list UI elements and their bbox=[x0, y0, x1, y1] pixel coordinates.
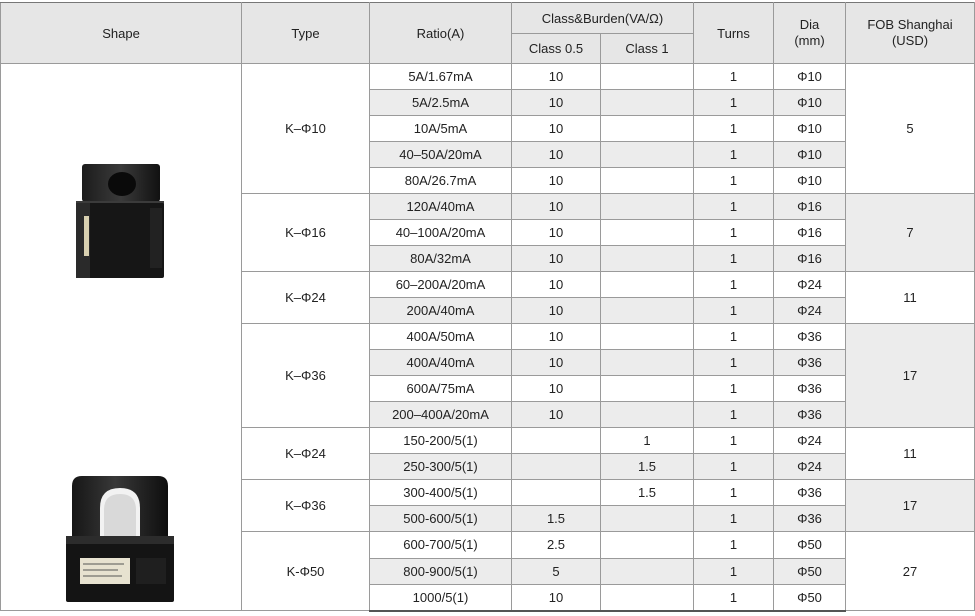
ratio-cell: 40–50A/20mA bbox=[370, 142, 512, 168]
table-row bbox=[1, 64, 975, 90]
turns-cell: 1 bbox=[694, 506, 774, 532]
specification-table bbox=[0, 2, 975, 612]
class1-cell bbox=[601, 402, 694, 428]
class05-cell: 10 bbox=[512, 194, 601, 220]
turns-cell: 1 bbox=[694, 64, 774, 90]
class1-cell: 1 bbox=[601, 428, 694, 454]
price-cell: 17 bbox=[846, 480, 975, 532]
class1-cell bbox=[601, 584, 694, 611]
dia-cell: Φ36 bbox=[774, 324, 846, 350]
class1-cell bbox=[601, 506, 694, 532]
class1-cell bbox=[601, 350, 694, 376]
header-dia-line1: Dia bbox=[799, 17, 820, 32]
header-shape: Shape bbox=[1, 3, 242, 64]
ratio-cell: 200–400A/20mA bbox=[370, 402, 512, 428]
class05-cell: 10 bbox=[512, 64, 601, 90]
dia-cell: Φ36 bbox=[774, 480, 846, 506]
class1-cell bbox=[601, 324, 694, 350]
class1-cell: 1.5 bbox=[601, 454, 694, 480]
class05-cell: 2.5 bbox=[512, 532, 601, 558]
type-cell: K–Φ24 bbox=[242, 272, 370, 324]
turns-cell: 1 bbox=[694, 246, 774, 272]
class05-cell: 10 bbox=[512, 584, 601, 611]
class05-cell: 10 bbox=[512, 246, 601, 272]
class05-cell: 10 bbox=[512, 272, 601, 298]
turns-cell: 1 bbox=[694, 402, 774, 428]
turns-cell: 1 bbox=[694, 272, 774, 298]
header-type: Type bbox=[242, 3, 370, 64]
price-cell: 11 bbox=[846, 428, 975, 480]
turns-cell: 1 bbox=[694, 350, 774, 376]
split-core-ct-small-icon bbox=[76, 164, 166, 282]
turns-cell: 1 bbox=[694, 116, 774, 142]
price-cell: 11 bbox=[846, 272, 975, 324]
split-core-ct-large-icon bbox=[66, 474, 176, 604]
turns-cell: 1 bbox=[694, 142, 774, 168]
ratio-cell: 500-600/5(1) bbox=[370, 506, 512, 532]
class1-cell bbox=[601, 376, 694, 402]
dia-cell: Φ50 bbox=[774, 584, 846, 611]
class05-cell: 10 bbox=[512, 142, 601, 168]
dia-cell: Φ36 bbox=[774, 350, 846, 376]
turns-cell: 1 bbox=[694, 454, 774, 480]
class1-cell bbox=[601, 532, 694, 558]
class1-cell bbox=[601, 272, 694, 298]
type-cell: K–Φ16 bbox=[242, 194, 370, 272]
dia-cell: Φ50 bbox=[774, 532, 846, 558]
class1-cell bbox=[601, 298, 694, 324]
price-cell: 5 bbox=[846, 64, 975, 194]
type-cell: K–Φ36 bbox=[242, 324, 370, 428]
turns-cell: 1 bbox=[694, 168, 774, 194]
dia-cell: Φ36 bbox=[774, 506, 846, 532]
turns-cell: 1 bbox=[694, 220, 774, 246]
class05-cell: 10 bbox=[512, 350, 601, 376]
class1-cell bbox=[601, 194, 694, 220]
turns-cell: 1 bbox=[694, 428, 774, 454]
ratio-cell: 80A/32mA bbox=[370, 246, 512, 272]
ratio-cell: 800-900/5(1) bbox=[370, 558, 512, 584]
ratio-cell: 400A/50mA bbox=[370, 324, 512, 350]
type-cell: K-Φ50 bbox=[242, 532, 370, 611]
type-cell: K–Φ36 bbox=[242, 480, 370, 532]
dia-cell: Φ24 bbox=[774, 454, 846, 480]
class05-cell: 10 bbox=[512, 402, 601, 428]
class05-cell: 10 bbox=[512, 376, 601, 402]
dia-cell: Φ10 bbox=[774, 168, 846, 194]
dia-cell: Φ36 bbox=[774, 402, 846, 428]
turns-cell: 1 bbox=[694, 480, 774, 506]
dia-cell: Φ16 bbox=[774, 220, 846, 246]
class05-cell: 10 bbox=[512, 324, 601, 350]
ratio-cell: 10A/5mA bbox=[370, 116, 512, 142]
ratio-cell: 300-400/5(1) bbox=[370, 480, 512, 506]
ratio-cell: 5A/2.5mA bbox=[370, 90, 512, 116]
header-class-burden: Class&Burden(VA/Ω) bbox=[512, 3, 694, 34]
turns-cell: 1 bbox=[694, 584, 774, 611]
dia-cell: Φ24 bbox=[774, 272, 846, 298]
class05-cell: 1.5 bbox=[512, 506, 601, 532]
type-cell: K–Φ10 bbox=[242, 64, 370, 194]
header-class1: Class 1 bbox=[601, 34, 694, 64]
header-fob-line1: FOB Shanghai bbox=[867, 17, 953, 32]
header-dia-line2: (mm) bbox=[794, 33, 825, 48]
class1-cell bbox=[601, 220, 694, 246]
class1-cell bbox=[601, 116, 694, 142]
ratio-cell: 600A/75mA bbox=[370, 376, 512, 402]
dia-cell: Φ24 bbox=[774, 298, 846, 324]
header-turns: Turns bbox=[694, 3, 774, 64]
turns-cell: 1 bbox=[694, 194, 774, 220]
dia-cell: Φ10 bbox=[774, 90, 846, 116]
class05-cell: 10 bbox=[512, 220, 601, 246]
dia-cell: Φ36 bbox=[774, 376, 846, 402]
class05-cell: 5 bbox=[512, 558, 601, 584]
price-cell: 27 bbox=[846, 532, 975, 611]
turns-cell: 1 bbox=[694, 558, 774, 584]
dia-cell: Φ16 bbox=[774, 246, 846, 272]
class05-cell bbox=[512, 454, 601, 480]
type-cell: K–Φ24 bbox=[242, 428, 370, 480]
ratio-cell: 200A/40mA bbox=[370, 298, 512, 324]
class05-cell bbox=[512, 428, 601, 454]
class1-cell bbox=[601, 90, 694, 116]
class05-cell: 10 bbox=[512, 168, 601, 194]
class1-cell bbox=[601, 246, 694, 272]
header-class05: Class 0.5 bbox=[512, 34, 601, 64]
price-cell: 17 bbox=[846, 324, 975, 428]
class1-cell bbox=[601, 142, 694, 168]
header-dia bbox=[774, 3, 846, 64]
price-cell: 7 bbox=[846, 194, 975, 272]
turns-cell: 1 bbox=[694, 376, 774, 402]
shape-images-cell bbox=[1, 64, 242, 611]
class1-cell bbox=[601, 64, 694, 90]
class05-cell: 10 bbox=[512, 298, 601, 324]
turns-cell: 1 bbox=[694, 532, 774, 558]
ratio-cell: 150-200/5(1) bbox=[370, 428, 512, 454]
class1-cell: 1.5 bbox=[601, 480, 694, 506]
ratio-cell: 60–200A/20mA bbox=[370, 272, 512, 298]
turns-cell: 1 bbox=[694, 90, 774, 116]
dia-cell: Φ10 bbox=[774, 142, 846, 168]
ratio-cell: 600-700/5(1) bbox=[370, 532, 512, 558]
class1-cell bbox=[601, 558, 694, 584]
dia-cell: Φ16 bbox=[774, 194, 846, 220]
class05-cell: 10 bbox=[512, 116, 601, 142]
ratio-cell: 40–100A/20mA bbox=[370, 220, 512, 246]
turns-cell: 1 bbox=[694, 298, 774, 324]
ratio-cell: 80A/26.7mA bbox=[370, 168, 512, 194]
ratio-cell: 1000/5(1) bbox=[370, 584, 512, 611]
class05-cell: 10 bbox=[512, 90, 601, 116]
turns-cell: 1 bbox=[694, 324, 774, 350]
ratio-cell: 120A/40mA bbox=[370, 194, 512, 220]
class1-cell bbox=[601, 168, 694, 194]
dia-cell: Φ24 bbox=[774, 428, 846, 454]
ratio-cell: 400A/40mA bbox=[370, 350, 512, 376]
header-ratio: Ratio(A) bbox=[370, 3, 512, 64]
dia-cell: Φ10 bbox=[774, 64, 846, 90]
class05-cell bbox=[512, 480, 601, 506]
dia-cell: Φ50 bbox=[774, 558, 846, 584]
ratio-cell: 250-300/5(1) bbox=[370, 454, 512, 480]
dia-cell: Φ10 bbox=[774, 116, 846, 142]
header-fob bbox=[846, 3, 975, 64]
ratio-cell: 5A/1.67mA bbox=[370, 64, 512, 90]
header-fob-line2: (USD) bbox=[891, 33, 929, 48]
